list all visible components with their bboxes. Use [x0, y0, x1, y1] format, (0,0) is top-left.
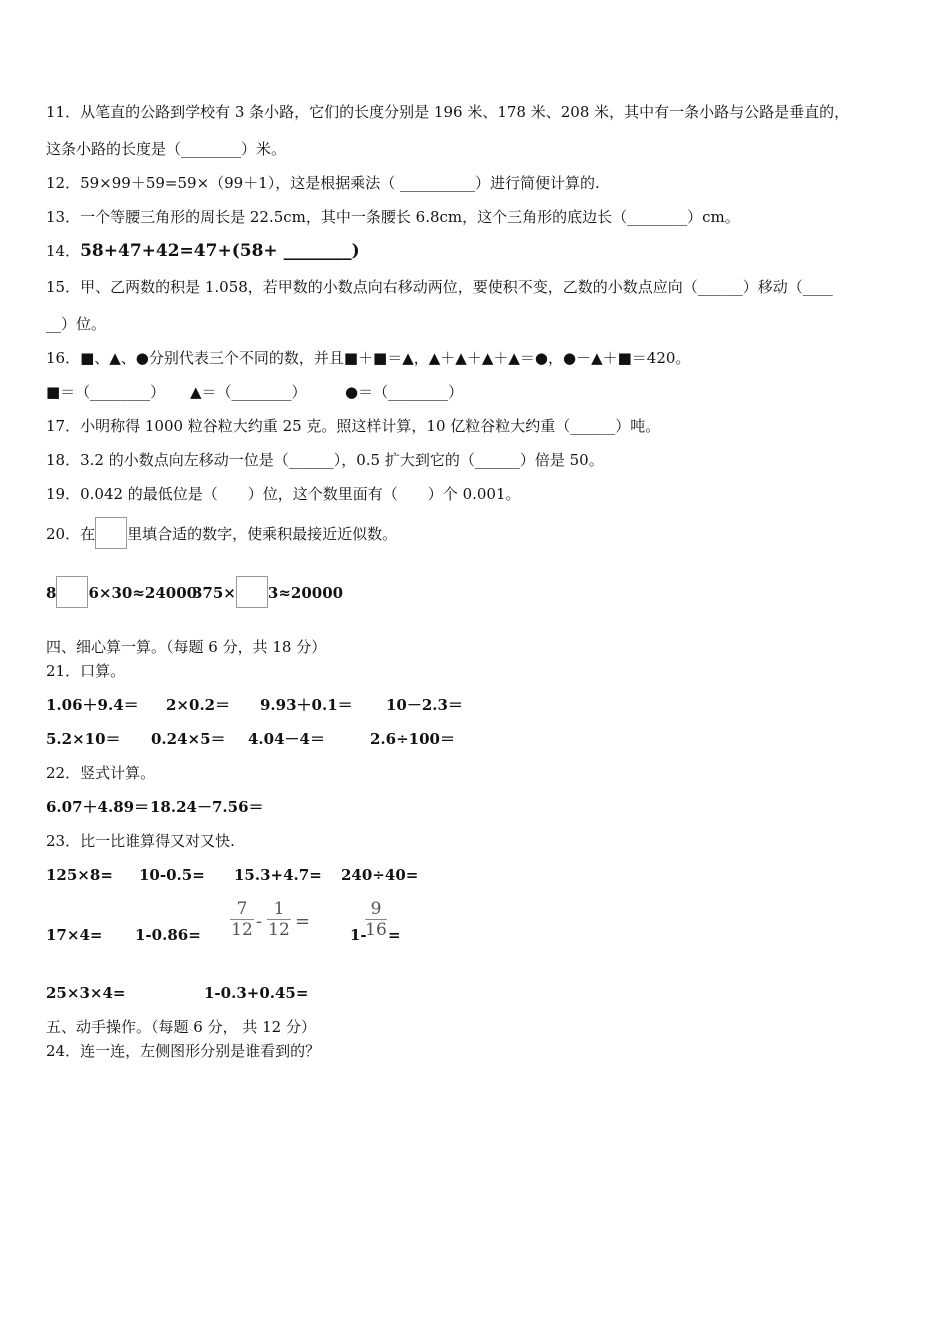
expression-1-prefix: 8: [46, 584, 57, 602]
section-5-heading: 五、动手操作。（每题 6 分， 共 12 分）: [46, 1018, 316, 1036]
expression-2-suffix: 3≈20000: [267, 584, 344, 602]
question-19: 19．0.042 的最低位是（ ）位，这个数里面有（ ）个 0.001。: [46, 485, 521, 503]
fraction-denominator: 12: [231, 920, 253, 940]
equals-sign: =: [295, 911, 311, 932]
question-16-answer-square: ■＝（________）: [46, 383, 166, 401]
question-16-answer-triangle: ▲＝（________）: [190, 383, 307, 401]
question-23-title: 23．比一比谁算得又对又快.: [46, 832, 235, 850]
question-14: [46, 241, 360, 261]
expression-2-prefix: 375×: [192, 584, 236, 602]
q21-item: 2.6÷100＝: [370, 730, 455, 748]
fraction-numerator: 7: [236, 899, 248, 919]
question-20-expression-1: [46, 576, 197, 608]
fraction-numerator: 1: [273, 899, 285, 919]
question-16-answer-circle: ●＝（________）: [345, 383, 464, 401]
q23-item: 1-0.3+0.45=: [204, 984, 309, 1002]
q21-item: 5.2×10＝: [46, 730, 121, 748]
q23-last-prefix: 1-: [350, 926, 367, 944]
question-17: 17．小明称得 1000 粒谷粒大约重 25 克。照这样计算，10 亿粒谷粒大约重（______）吨。: [46, 417, 661, 435]
q23-item: 240÷40=: [341, 866, 419, 884]
question-20: [46, 517, 397, 549]
q23-item: 25×3×4=: [46, 984, 126, 1002]
fraction-denominator: 16: [365, 920, 387, 940]
q22-item: 18.24－7.56＝: [150, 798, 264, 816]
question-24: 24．连一连，左侧图形分别是谁看到的？: [46, 1042, 321, 1060]
q23-item: 17×4=: [46, 926, 103, 944]
question-21-title: 21．口算。: [46, 662, 126, 680]
question-13: 13．一个等腰三角形的周长是 22.5cm，其中一条腰长 6.8cm，这个三角形的底边长（________）cm。: [46, 208, 740, 226]
question-16-line-1: 16．■、▲、●分别代表三个不同的数，并且■＋■＝▲，▲＋▲＋▲＋▲＝●，●－▲＋■＝420。: [46, 349, 691, 367]
minus-sign: -: [256, 911, 263, 932]
q23-item: 15.3+4.7=: [234, 866, 322, 884]
q23-item: 1-0.86=: [135, 926, 201, 944]
q23-item: 10-0.5=: [139, 866, 205, 884]
question-20-prefix: 20．在: [46, 525, 96, 543]
section-4-heading: 四、细心算一算。（每题 6 分，共 18 分）: [46, 638, 327, 656]
q21-item: 4.04－4＝: [248, 730, 325, 748]
question-11-line-1: 11．从笔直的公路到学校有 3 条小路，它们的长度分别是 196 米、178 米、208 米，其中有一条小路与公路是垂直的，: [46, 103, 850, 121]
q23-last-equals: =: [388, 926, 401, 944]
question-11-line-2: 这条小路的长度是（________）米。: [46, 140, 287, 158]
q21-item: 1.06＋9.4＝: [46, 696, 139, 714]
question-15-line-2: __）位。: [46, 315, 107, 333]
answer-box[interactable]: [95, 517, 127, 549]
question-20-expression-2: [192, 576, 343, 608]
q21-item: 9.93＋0.1＝: [260, 696, 353, 714]
question-22-title: 22．竖式计算。: [46, 764, 156, 782]
question-18: 18．3.2 的小数点向左移动一位是（______），0.5 扩大到它的（______）倍是 50。: [46, 451, 604, 469]
q21-item: 10－2.3＝: [386, 696, 463, 714]
expression-1-suffix: 6×30≈24000: [88, 584, 198, 602]
question-14-expression: 58+47+42=47+(58+ ________): [80, 241, 360, 261]
fraction-1-12: [267, 899, 291, 940]
fraction-9-16: [365, 899, 387, 940]
q23-item: 125×8=: [46, 866, 113, 884]
fraction-7-12: [230, 899, 254, 940]
answer-box[interactable]: [56, 576, 88, 608]
q21-item: 0.24×5＝: [151, 730, 226, 748]
question-20-suffix: 里填合适的数字，使乘积最接近近似数。: [127, 525, 398, 543]
answer-box[interactable]: [236, 576, 268, 608]
question-12: 12．59×99＋59=59×（99＋1），这是根据乘法（ __________）进行简便计算的.: [46, 174, 600, 192]
fraction-denominator: 12: [268, 920, 290, 940]
question-15-line-1: 15．甲、乙两数的积是 1.058，若甲数的小数点向右移动两位，要使积不变，乙数的小数点应向（______）移动（____: [46, 278, 833, 296]
q22-item: 6.07＋4.89＝: [46, 798, 150, 816]
fraction-numerator: 9: [370, 899, 382, 919]
q21-item: 2×0.2＝: [166, 696, 231, 714]
question-14-label: 14．: [46, 242, 81, 260]
